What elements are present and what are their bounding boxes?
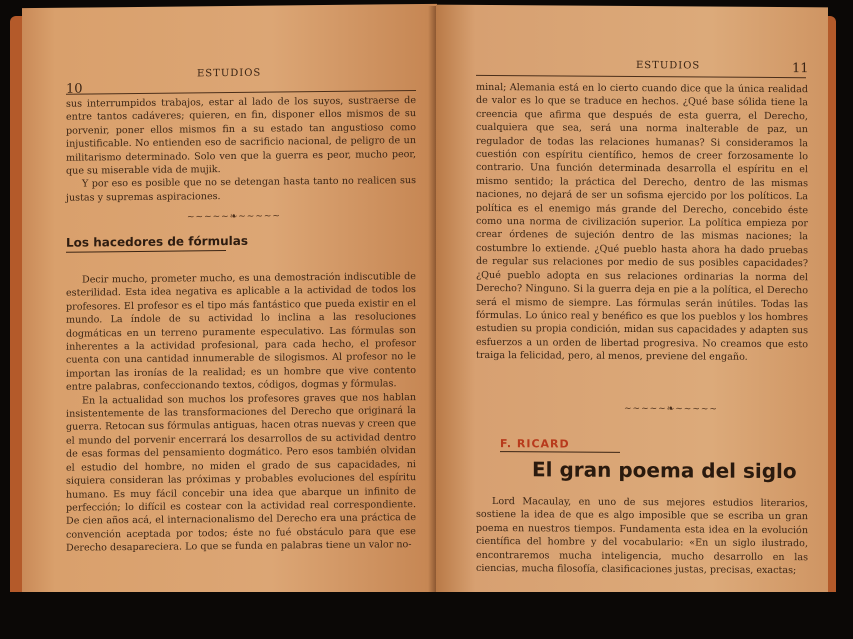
- article-author: F. RICARD: [500, 437, 570, 451]
- ornament-divider: ~~~~~❧~~~~~: [624, 403, 718, 415]
- right-page: [436, 5, 828, 600]
- paragraph: En la actualidad son muchos los profesores graves que nos hablan insistentemente de las transformaciones del Derecho que originará la guerra. Retocan sus fórmulas antiguas, hacen otras nuevas y creen que el mundo del porvenir encerrará los desarrollos de su actividad dentro de esas formas del pensamiento dogmático. Pero esos también olvidan el estudio del hombre, no miden el grado de sus capacidades, ni siquiera consideran las próximas y probables evoluciones del espíritu humano. Es muy fácil concebir una idea que abarque un infinito de perfección; lo difícil es costear con la actividad real correspondiente. De cien años acá, el internacionalismo del Derecho era una práctica de convención aceptada por todos; éste no fué obstáculo para que ese Derecho desapareciera. Lo que se funda en palabras tiene un valor no-: [66, 391, 416, 554]
- left-top-text: [66, 94, 416, 205]
- paragraph: sus interrumpidos trabajos, estar al lado de los suyos, sustraerse de entre tantos cadáveres; quieren, en fin, disponer ellos mismos de su porvenir, poner ellos mismos fin a su estado tan angustioso como injustificable. No entienden eso de sacrificio nacional, de peligro de un militarismo determinado. Solo ven que la guerra es peor, mucho peor, que su miserable vida de mujik.: [66, 95, 416, 177]
- left-page: [22, 4, 437, 600]
- ornament-divider: ~~~~~❧~~~~~: [187, 211, 281, 223]
- right-top-text: [476, 81, 808, 365]
- page-number: 11: [792, 61, 809, 77]
- paragraph: Decir mucho, prometer mucho, es una demostración indiscutible de esterilidad. Esta idea negativa es aplicable a la actividad de todos los profesores. El profesor es el tipo más fantástico que pueda existir en el mundo. La índole de su actividad lo inclina a las resoluciones dogmáticas en un terreno puramente especulativo. Las fórmulas son inherentes a la actividad profesional, para cada hecho, el profesor cuenta con una cantidad innumerable de silogismos. Al profesor no le importan las ironías de la realidad; es un hombre que vive contento entre palabras, confeccionando textos, códigos, dogmas y fórmulas.: [66, 271, 416, 393]
- section-heading: Los hacedores de fórmulas: [66, 233, 249, 250]
- right-article-text: [476, 495, 808, 578]
- running-head: ESTUDIOS: [636, 60, 701, 72]
- paragraph: minal; Alemania está en lo cierto cuando dice que la única realidad de valor es lo que se traduce en hechos. ¿Qué base sólida tiene la creencia que afirma que después de esta guerra, el Derecho, cualquiera que sea, será una norma inalterable de paz, un regulador de todas las relaciones humanas? Si consideramos la cuestión con espíritu científico, hemos de creer forzosamente lo contrario. Una función determinada desarrolla el espíritu en el mismo sentido; la práctica del Derecho, dentro de las mismas naciones, no dejará de ser un sofisma ejercido por los políticos. La política es el enemigo más grande del Derecho, concebido éste como una norma de civilización superior. La política empieza por crear órdenes de sujeción dentro de las mismas naciones; la costumbre lo extiende. ¿Qué pueblo hasta ahora ha dado pruebas de regular sus relaciones por medio de sus posibles capacidades? ¿Qué pueblo adopta en sus relaciones ordinarias la norma del Derecho? Ninguno. Si la guerra deja en pie a la política, el Derecho será el mismo de siempre. Las fórmulas serán inútiles. Todas las fórmulas. Lo único real y benéfico es que los pueblos y los hombres estudien su propia condición, midan sus capacidades y adapten sus esfuerzos a un orden de libertad progresiva. No creamos que esto traiga la felicidad, pero, al menos, previene del engaño.: [476, 81, 808, 363]
- background-shadow: [0, 592, 853, 639]
- author-underline: [500, 451, 620, 453]
- left-section-text: [66, 270, 416, 555]
- paragraph: Y por eso es posible que no se detengan hasta tanto no realicen sus justas y supremas aspiraciones.: [66, 175, 416, 204]
- article-title: El gran poema del siglo: [532, 457, 797, 484]
- header-rule: [476, 75, 806, 78]
- page-number: 10: [66, 81, 83, 97]
- running-head: ESTUDIOS: [197, 67, 262, 80]
- paragraph: Lord Macaulay, en uno de sus mejores estudios literarios, sostiene la idea de que es algo imposible que se escriba un gran poema en nuestros tiempos. Fundamenta esta idea en la evolución científica del hombre y del vocabulario: «En un siglo ilustrado, encontraremos mucha inteligencia, mucho desarrollo en las ciencias, mucha filosofía, clasificaciones justas, precisas, exactas;: [476, 496, 808, 577]
- heading-underline: [66, 250, 226, 253]
- open-book: [8, 6, 838, 606]
